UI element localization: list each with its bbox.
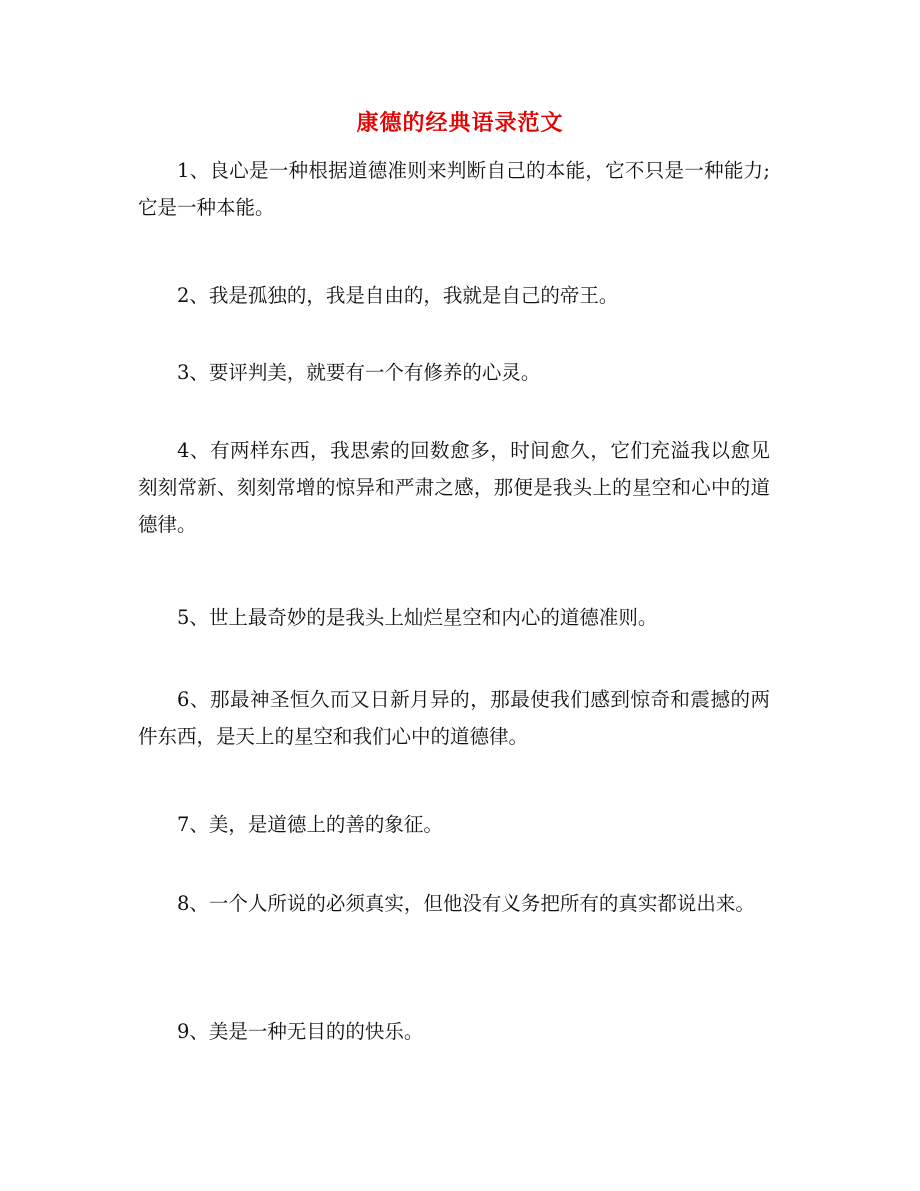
page-title: 康德的经典语录范文 — [356, 110, 564, 136]
quote-paragraph-5: 5、世上最奇妙的是我头上灿烂星空和内心的道德准则。 — [177, 606, 658, 629]
quote-paragraph-1: 1、良心是一种根据道德准则来判断自己的本能，它不只是一种能力;它是一种本能。 — [138, 159, 770, 219]
quote-paragraph-8: 8、一个人所说的必须真实，但他没有义务把所有的真实都说出来。 — [177, 892, 755, 915]
quote-paragraph-6: 6、那最神圣恒久而又日新月异的，那最使我们感到惊奇和震撼的两件东西，是天上的星空和我们心中的道德律。 — [138, 688, 770, 748]
quote-paragraph-2: 2、我是孤独的，我是自由的，我就是自己的帝王。 — [177, 284, 619, 307]
quote-paragraph-4: 4、有两样东西，我思索的回数愈多，时间愈久，它们充溢我以愈见刻刻常新、刻刻常增的惊异和严肃之感，那便是我头上的星空和心中的道德律。 — [138, 439, 770, 536]
quote-paragraph-9: 9、美是一种无目的的快乐。 — [177, 1020, 424, 1043]
quote-paragraph-3: 3、要评判美，就要有一个有修养的心灵。 — [177, 361, 541, 384]
quote-paragraph-7: 7、美，是道德上的善的象征。 — [177, 813, 443, 836]
